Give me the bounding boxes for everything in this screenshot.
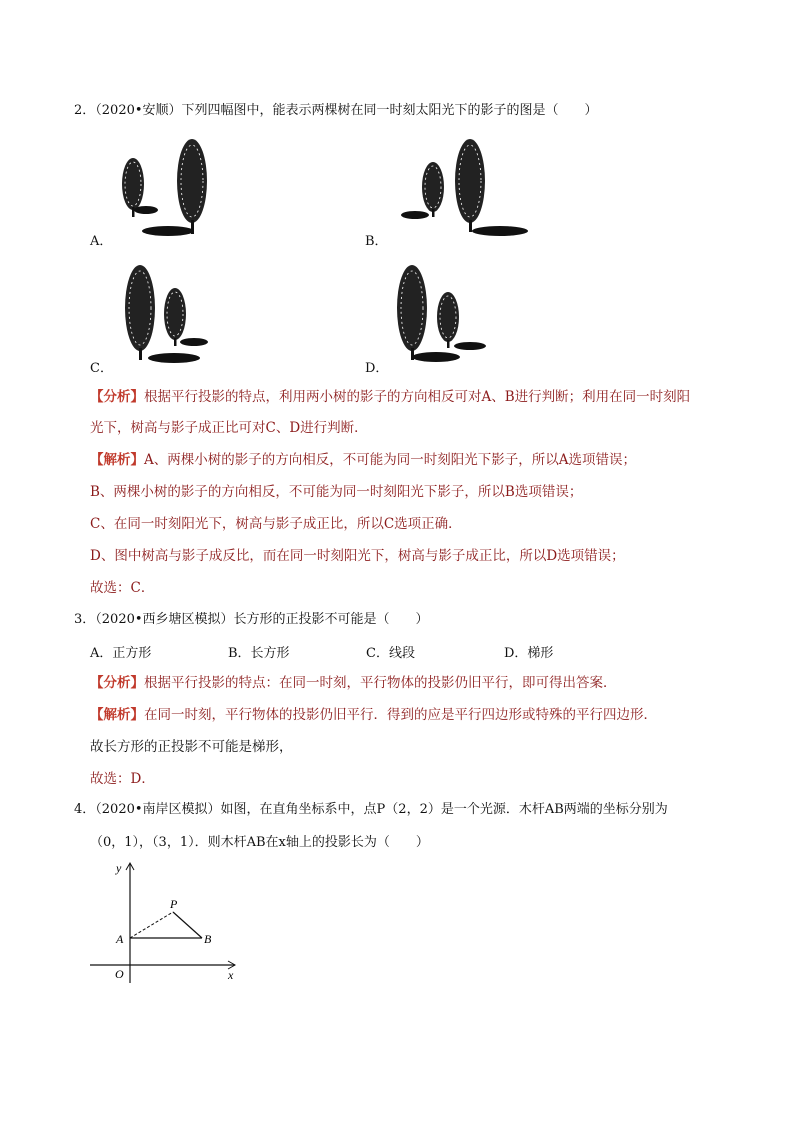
q3-number: 3． — [74, 612, 96, 627]
q4-header — [74, 801, 668, 819]
label-P: P — [170, 897, 178, 911]
q2-header — [74, 102, 598, 120]
label-B: B — [204, 932, 212, 946]
tree-image-c[interactable] — [112, 262, 222, 367]
q3-analysis-line-1 — [90, 673, 617, 693]
q4-stem-1: 如图，在直角坐标系中，点P（2，2）是一个光源．木杆AB两端的坐标分别为 — [220, 802, 668, 817]
tree-image-d[interactable] — [388, 262, 498, 367]
label-y: y — [116, 861, 122, 875]
q2-solution-line-2: B、两棵小树的影子的方向相反，不可能为同一时刻阳光下影子，所以B选项错误； — [90, 484, 583, 500]
q3-option-c[interactable]: C．线段 — [366, 646, 415, 661]
q3-solution-line-1 — [90, 705, 657, 725]
q4-coordinate-figure — [90, 858, 250, 988]
q2-number: 2． — [74, 103, 96, 118]
q2-solution-line-3: C、在同一时刻阳光下，树高与影子成正比，所以C选项正确． — [90, 516, 462, 532]
q2-analysis-line-2: 光下，树高与影子成正比可对C、D进行判断． — [90, 420, 368, 436]
q2-option-d-label[interactable]: D． — [365, 361, 389, 376]
q2-solution-line-4: D、图中树高与影子成反比，而在同一时刻阳光下，树高与影子成正比，所以D选项错误； — [90, 548, 625, 564]
q3-option-a[interactable]: A．正方形 — [90, 646, 152, 661]
q2-solution-line-1 — [90, 450, 636, 470]
tree-image-a[interactable] — [110, 135, 220, 240]
q3-solution-text-1: 在同一时刻，平行物体的投影仍旧平行．得到的应是平行四边形或特殊的平行四边形． — [144, 707, 657, 723]
line-PB — [173, 912, 202, 938]
tree-image-b[interactable] — [385, 135, 535, 240]
q4-number: 4． — [74, 802, 96, 817]
q3-solution-tag: 【解析】 — [90, 707, 144, 723]
q4-source: （2020•南岸区模拟） — [95, 802, 221, 817]
q2-option-b-label[interactable]: B． — [365, 234, 388, 249]
q3-option-d[interactable]: D．梯形 — [504, 646, 554, 661]
q3-stem: 长方形的正投影不可能是（ ） — [233, 612, 429, 627]
q4-stem-line-2: （0，1），（3，1）．则木杆AB在x轴上的投影长为（ ） — [90, 835, 429, 850]
q3-source: （2020•西乡塘区模拟） — [95, 612, 234, 627]
q3-analysis-text-1: 根据平行投影的特点：在同一时刻，平行物体的投影仍旧平行，即可得出答案． — [144, 675, 617, 691]
label-x: x — [228, 968, 234, 982]
label-O: O — [115, 967, 124, 981]
q3-option-b[interactable]: B．长方形 — [228, 646, 290, 661]
label-A: A — [116, 932, 124, 946]
q2-option-c-label[interactable]: C． — [90, 361, 113, 376]
q2-analysis-line-1 — [90, 387, 690, 407]
q3-analysis-tag: 【分析】 — [90, 675, 144, 691]
q2-analysis-text-1: 根据平行投影的特点，利用两小树的影子的方向相反可对A、B进行判断；利用在同一时刻阳 — [144, 389, 691, 405]
q2-option-a-label[interactable]: A． — [90, 234, 113, 249]
q3-solution-line-2: 故长方形的正投影不可能是梯形， — [90, 739, 293, 755]
q2-analysis-tag: 【分析】 — [90, 389, 144, 405]
q3-header — [74, 611, 429, 629]
q3-answer: 故选：D． — [90, 771, 155, 787]
q2-solution-text-1: A、两棵小树的影子的方向相反，不可能为同一时刻阳光下影子，所以A选项错误； — [144, 452, 636, 468]
q2-source: （2020•安顺） — [95, 103, 182, 118]
q2-stem: 下列四幅图中，能表示两棵树在同一时刻太阳光下的影子的图是（ ） — [181, 103, 598, 118]
line-PA — [130, 912, 173, 938]
q2-answer: 故选：C． — [90, 580, 155, 596]
q2-solution-tag: 【解析】 — [90, 452, 144, 468]
